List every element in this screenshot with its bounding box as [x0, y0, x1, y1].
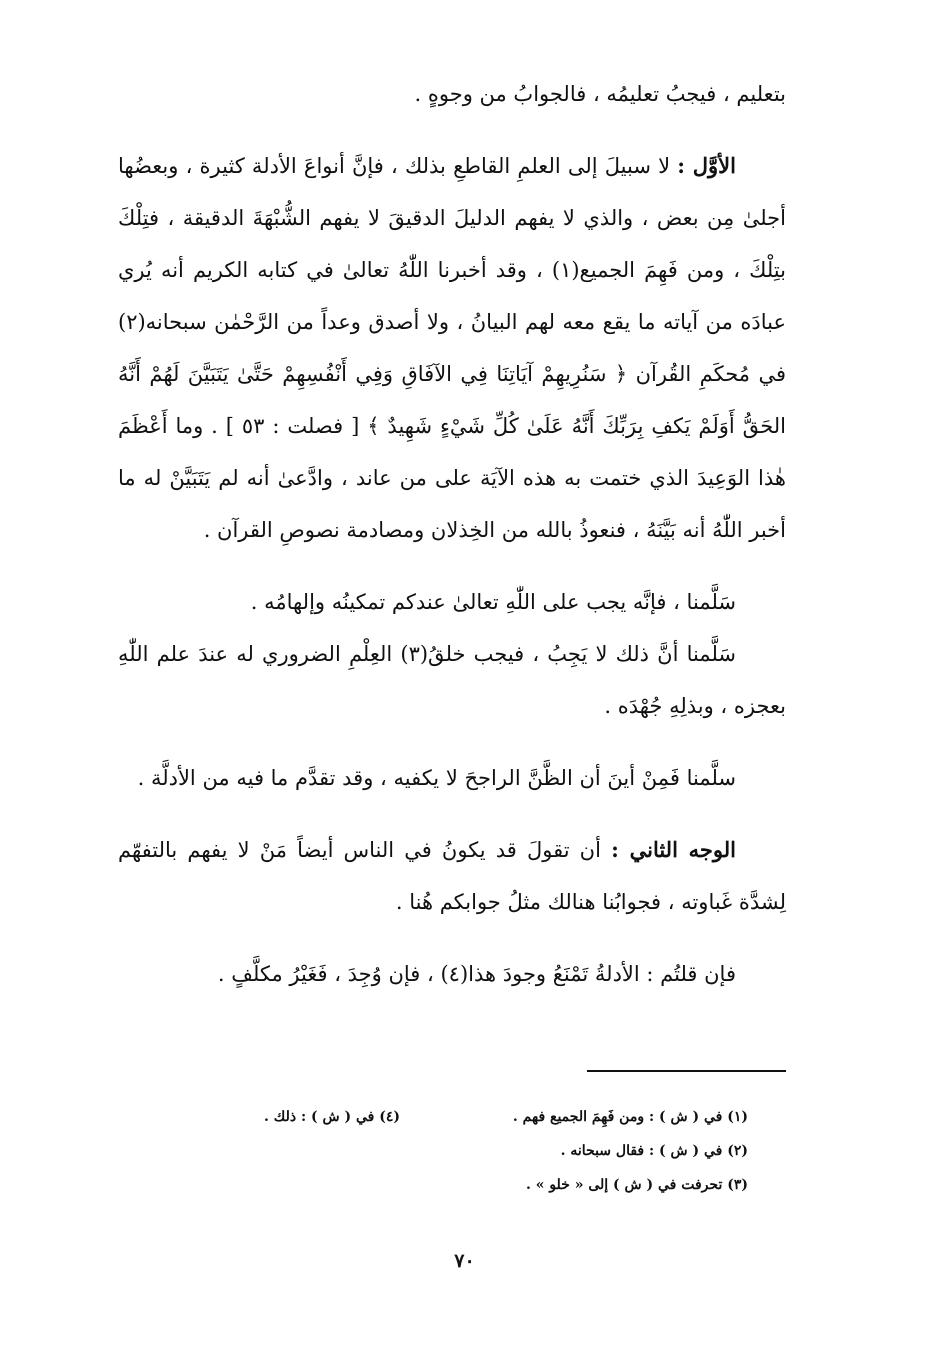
footnotes — [118, 1100, 748, 1202]
paragraph-text: أن تقولَ قد يكونُ في الناس أيضاً مَنْ لا يفهم بالتفهّم لِشدَّة غَباوته ، فجوابُنا هنالك مثلُ جوابكم هُنا . — [118, 838, 786, 914]
footnote-4: (٤) في ( ش ) : ذلك . — [264, 1109, 400, 1125]
footnote-3: (٣) تحرفت في ( ش ) إلى « خلو » . — [525, 1177, 748, 1193]
footnote-row — [118, 1134, 748, 1168]
paragraph-concession-1 — [118, 576, 786, 628]
lead-word-second: الوجه الثاني : — [611, 837, 736, 862]
footnote-row — [118, 1168, 748, 1202]
paragraph-objection — [118, 948, 786, 1000]
paragraph-first-point — [118, 140, 786, 556]
paragraph-second-point — [118, 824, 786, 928]
paragraph-concession-3 — [118, 752, 786, 804]
footnote-1: (١) في ( ش ) : ومن فَهِمَ الجميع فهم . — [512, 1109, 748, 1125]
lead-word-first: الأوَّل : — [677, 153, 736, 178]
paragraph-text: سَلَّمنا أنَّ ذلك لا يَجِبُ ، فيجب خلقُ(٣) العِلْمِ الضروري له عندَ علم اللّٰهِ بعجزه ، وبذلِهِ جُهْدَه . — [118, 642, 786, 718]
paragraph-text: سَلَّمنا ، فإنَّه يجب على اللّٰهِ تعالىٰ عندكم تمكينُه وإلهامُه . — [250, 590, 736, 614]
page-number: ٧٠ — [454, 1250, 475, 1272]
main-text — [118, 68, 786, 1000]
paragraph-text: فإن قلتُم : الأدلةُ تَمْنَعُ وجودَ هذا(٤) ، فإن وُجِدَ ، فَغَيْرُ مكلَّفٍ . — [217, 962, 736, 986]
paragraph-concession-2 — [118, 628, 786, 732]
footnote-row — [118, 1100, 748, 1134]
paragraph-text: بتعليم ، فيجبُ تعليمُه ، فالجوابُ من وجوهٍ . — [414, 82, 786, 106]
paragraph-text: سلَّمنا فَمِنْ أينَ أن الظَّنَّ الراجحَ لا يكفيه ، وقد تقدَّم ما فيه من الأدلَّة . — [137, 766, 736, 790]
paragraph-text: لا سبيلَ إلى العلمِ القاطعِ بذلك ، فإنَّ أنواعَ الأدلة كثيرة ، وبعضُها أجلىٰ مِن بعض ، والذي لا يفهم الدليلَ الدقيقَ لا يفهم الشُّبْهَةَ الدقيقة ، فتِلْكَ بتِلْكَ ، ومن فَهِمَ الجميع(١) ، وقد أخبرنا اللّٰهُ تعالىٰ في كتابه الكريم أنه يُري عبادَه من آياته ما يقع معه لهم البيانُ ، ولا أصدق وعداً من الرَّحْمٰن سبحانه(٢) في مُحكَمِ القُرآن ﴿ سَنُرِيهِمْ آيَاتِنَا فِي الآفَاقِ وَفِي أَنْفُسِهِمْ حَتَّىٰ يَتَبَيَّنَ لَهُمْ أَنَّهُ الحَقُّ أَوَلَمْ يَكفِ بِرَبِّكَ أَنَّهُ عَلَىٰ كُلِّ شَيْءٍ شَهِيدٌ ﴾ [ فصلت : ٥٣ ] . وما أَعْظَمَ هٰذا الوَعِيدَ الذي ختمت به هذه الآيَة على من عاند ، وادَّعىٰ أنه لم يَتَبَيَّنْ له ما أخبر اللّٰهُ أنه بَيَّنَهُ ، فنعوذُ بالله من الخِذلان ومصادمة نصوصِ القرآن . — [118, 154, 786, 542]
footnote-divider — [587, 1070, 786, 1072]
footnote-2: (٢) في ( ش ) : فقال سبحانه . — [560, 1143, 748, 1159]
paragraph-continuation — [118, 68, 786, 120]
